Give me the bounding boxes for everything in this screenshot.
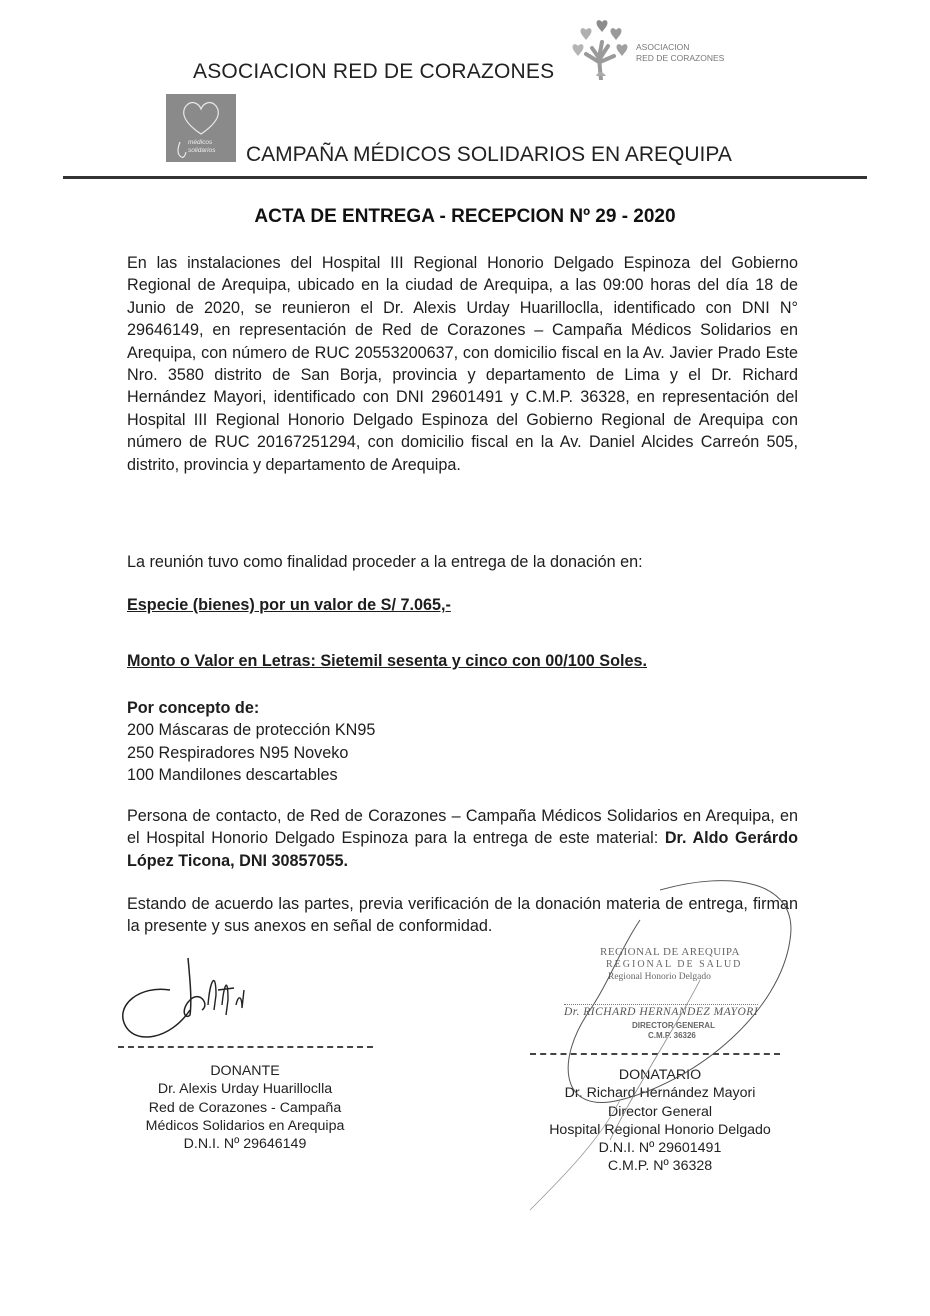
donee-signature-block [510,1066,810,1176]
medicos-solidarios-logo [166,94,236,162]
concept-list [127,697,798,787]
donor-id: D.N.I. Nº 29646149 [183,1136,307,1153]
logo-text-line2: RED DE CORAZONES [636,53,725,63]
donee-cmp: C.M.P. Nº 36328 [607,1158,713,1175]
donor-name: Dr. Alexis Urday Huarilloclla [157,1081,333,1098]
contact-text: Persona de contacto, de Red de Corazones – Campaña Médicos Solidarios en Arequipa, en el Hospital Honorio Delgado Espinoza para la entrega de este material: [127,807,798,848]
donee-name: Dr. Richard Hernández Mayori [564,1085,756,1102]
logo-text-line1: ASOCIACION [636,42,690,52]
stamp-line3: Regional Honorio Delgado [608,972,711,982]
campaign-name: CAMPAÑA MÉDICOS SOLIDARIOS EN AREQUIPA [246,143,732,166]
stamp-cmp: C.M.P. 36326 [648,1031,696,1040]
donor-signature-line [118,1046,373,1058]
donor-org-line2: Médicos Solidarios en Arequipa [145,1117,345,1134]
donor-role: DONANTE [210,1063,280,1079]
donee-role: DONATARIO [618,1067,702,1083]
concept-heading: Por concepto de: [127,699,260,717]
stamp-line1: REGIONAL DE AREQUIPA [600,946,740,958]
logo-text [636,42,724,64]
contact-paragraph [127,805,798,872]
donation-value: Especie (bienes) por un valor de S/ 7.065,- [127,596,451,614]
list-item: 200 Máscaras de protección KN95 [127,721,376,740]
official-stamp [560,946,780,1046]
intro-paragraph: En las instalaciones del Hospital III Regional Honorio Delgado Espinoza del Gobierno Regional de Arequipa, ubicado en la ciudad de Arequipa, a las 09:00 horas del día 18 de Junio de 2020, se reunieron el Dr. Alexis Urday Huarilloclla, identificado con DNI N° 29646149, en representación de Red de Corazones – Campaña Médicos Solidarios en Arequipa, con número de RUC 20553200637, con domicilio fiscal en la Av. Javier Prado Este Nro. 3580 distrito de San Borja, provincia y departamento de Lima y el Dr. Richard Hernández Mayori, identificado con DNI 29601491 y C.M.P. 36328, en representación del Hospital III Regional Honorio Delgado Espinoza del Gobierno Regional de Arequipa con número de RUC 20167251294, con domicilio fiscal en la Av. Daniel Alcides Carreón 505, distrito, provincia y departamento de Arequipa. [127,254,798,474]
list-item: 100 Mandilones descartables [127,766,338,785]
donee-id: D.N.I. Nº 29601491 [598,1140,722,1157]
donee-position: Director General [607,1103,713,1120]
campaign-logo-line1: médicos [188,139,213,146]
organization-name: ASOCIACION RED DE CORAZONES [193,60,555,83]
purpose-paragraph: La reunión tuvo como finalidad proceder a la entrega de la donación en: [127,553,643,571]
contact-person: Dr. Aldo Gerárdo López Ticona, DNI 30857055. [127,829,798,870]
donee-org: Hospital Regional Honorio Delgado [549,1121,771,1138]
document-title: ACTA DE ENTREGA - RECEPCION Nº 29 - 2020 [254,206,676,227]
list-item: 250 Respiradores N95 Noveko [127,743,349,762]
donor-org-line1: Red de Corazones - Campaña [148,1099,342,1116]
agreement-paragraph: Estando de acuerdo las partes, previa verificación de la donación materia de entrega, firman la presente y sus anexos en señal de conformidad. [127,895,798,936]
stamp-role: DIRECTOR GENERAL [632,1021,715,1030]
heart-hand-logo-icon [572,18,630,80]
donation-value-words: Monto o Valor en Letras: Sietemil sesenta y cinco con 00/100 Soles. [127,652,647,670]
campaign-logo-line2: solidarios [188,147,216,154]
stamp-name: Dr. RICHARD HERNANDEZ MAYORI [564,1006,759,1018]
donor-signature-block [100,1062,390,1153]
donor-signature-icon [110,950,290,1050]
donee-signature-line [530,1053,780,1065]
stamp-line2: REGIONAL DE SALUD [606,959,743,970]
header-divider [63,176,867,179]
